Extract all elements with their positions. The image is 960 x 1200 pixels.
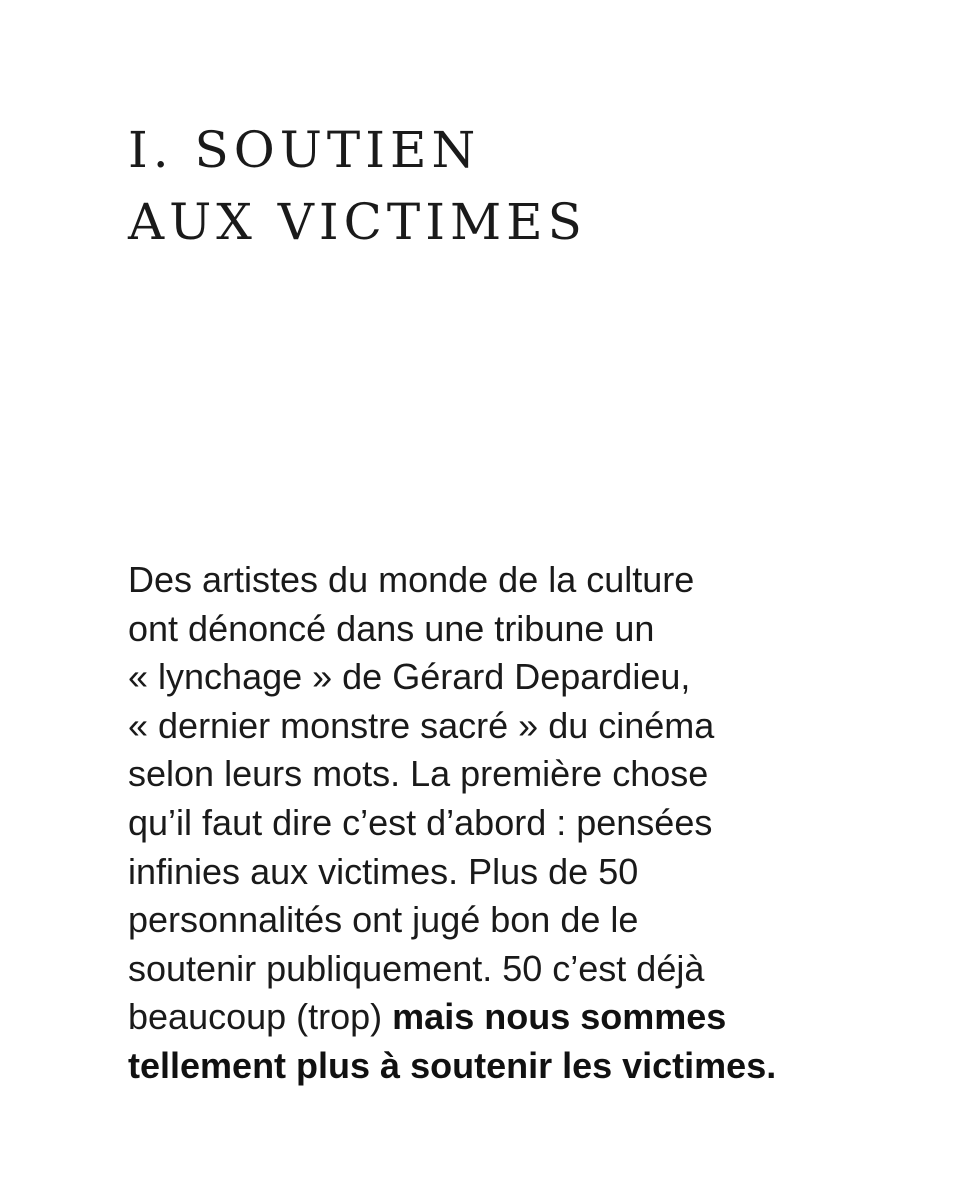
body-line: selon leurs mots. La première chose [128,753,709,795]
body-line: infinies aux victimes. Plus de 50 [128,850,639,892]
body-line: ont dénoncé dans une tribune un [128,607,655,649]
body-line: personnalités ont jugé bon de le [128,899,639,941]
body-line: Des artistes du monde de la culture [128,559,695,600]
body-line-mixed [128,993,848,1042]
section-title-line-2: AUX VICTIMES [128,193,587,251]
section-title [128,114,587,258]
body-line-emphasis [128,1042,848,1091]
body-regular-text: beaucoup (trop) [128,996,393,1038]
body-line: « lynchage » de Gérard Depardieu, [128,656,691,698]
section-title-line-1: I. SOUTIEN [128,121,481,179]
body-paragraph [128,556,848,1091]
body-emphasis-text: tellement plus à soutenir les victimes. [128,1044,777,1086]
body-line: soutenir publiquement. 50 c’est déjà [128,947,705,989]
body-line: « dernier monstre sacré » du cinéma [128,704,715,746]
body-emphasis-text: mais nous sommes [392,996,727,1038]
body-line: qu’il faut dire c’est d’abord : pensées [128,801,713,843]
